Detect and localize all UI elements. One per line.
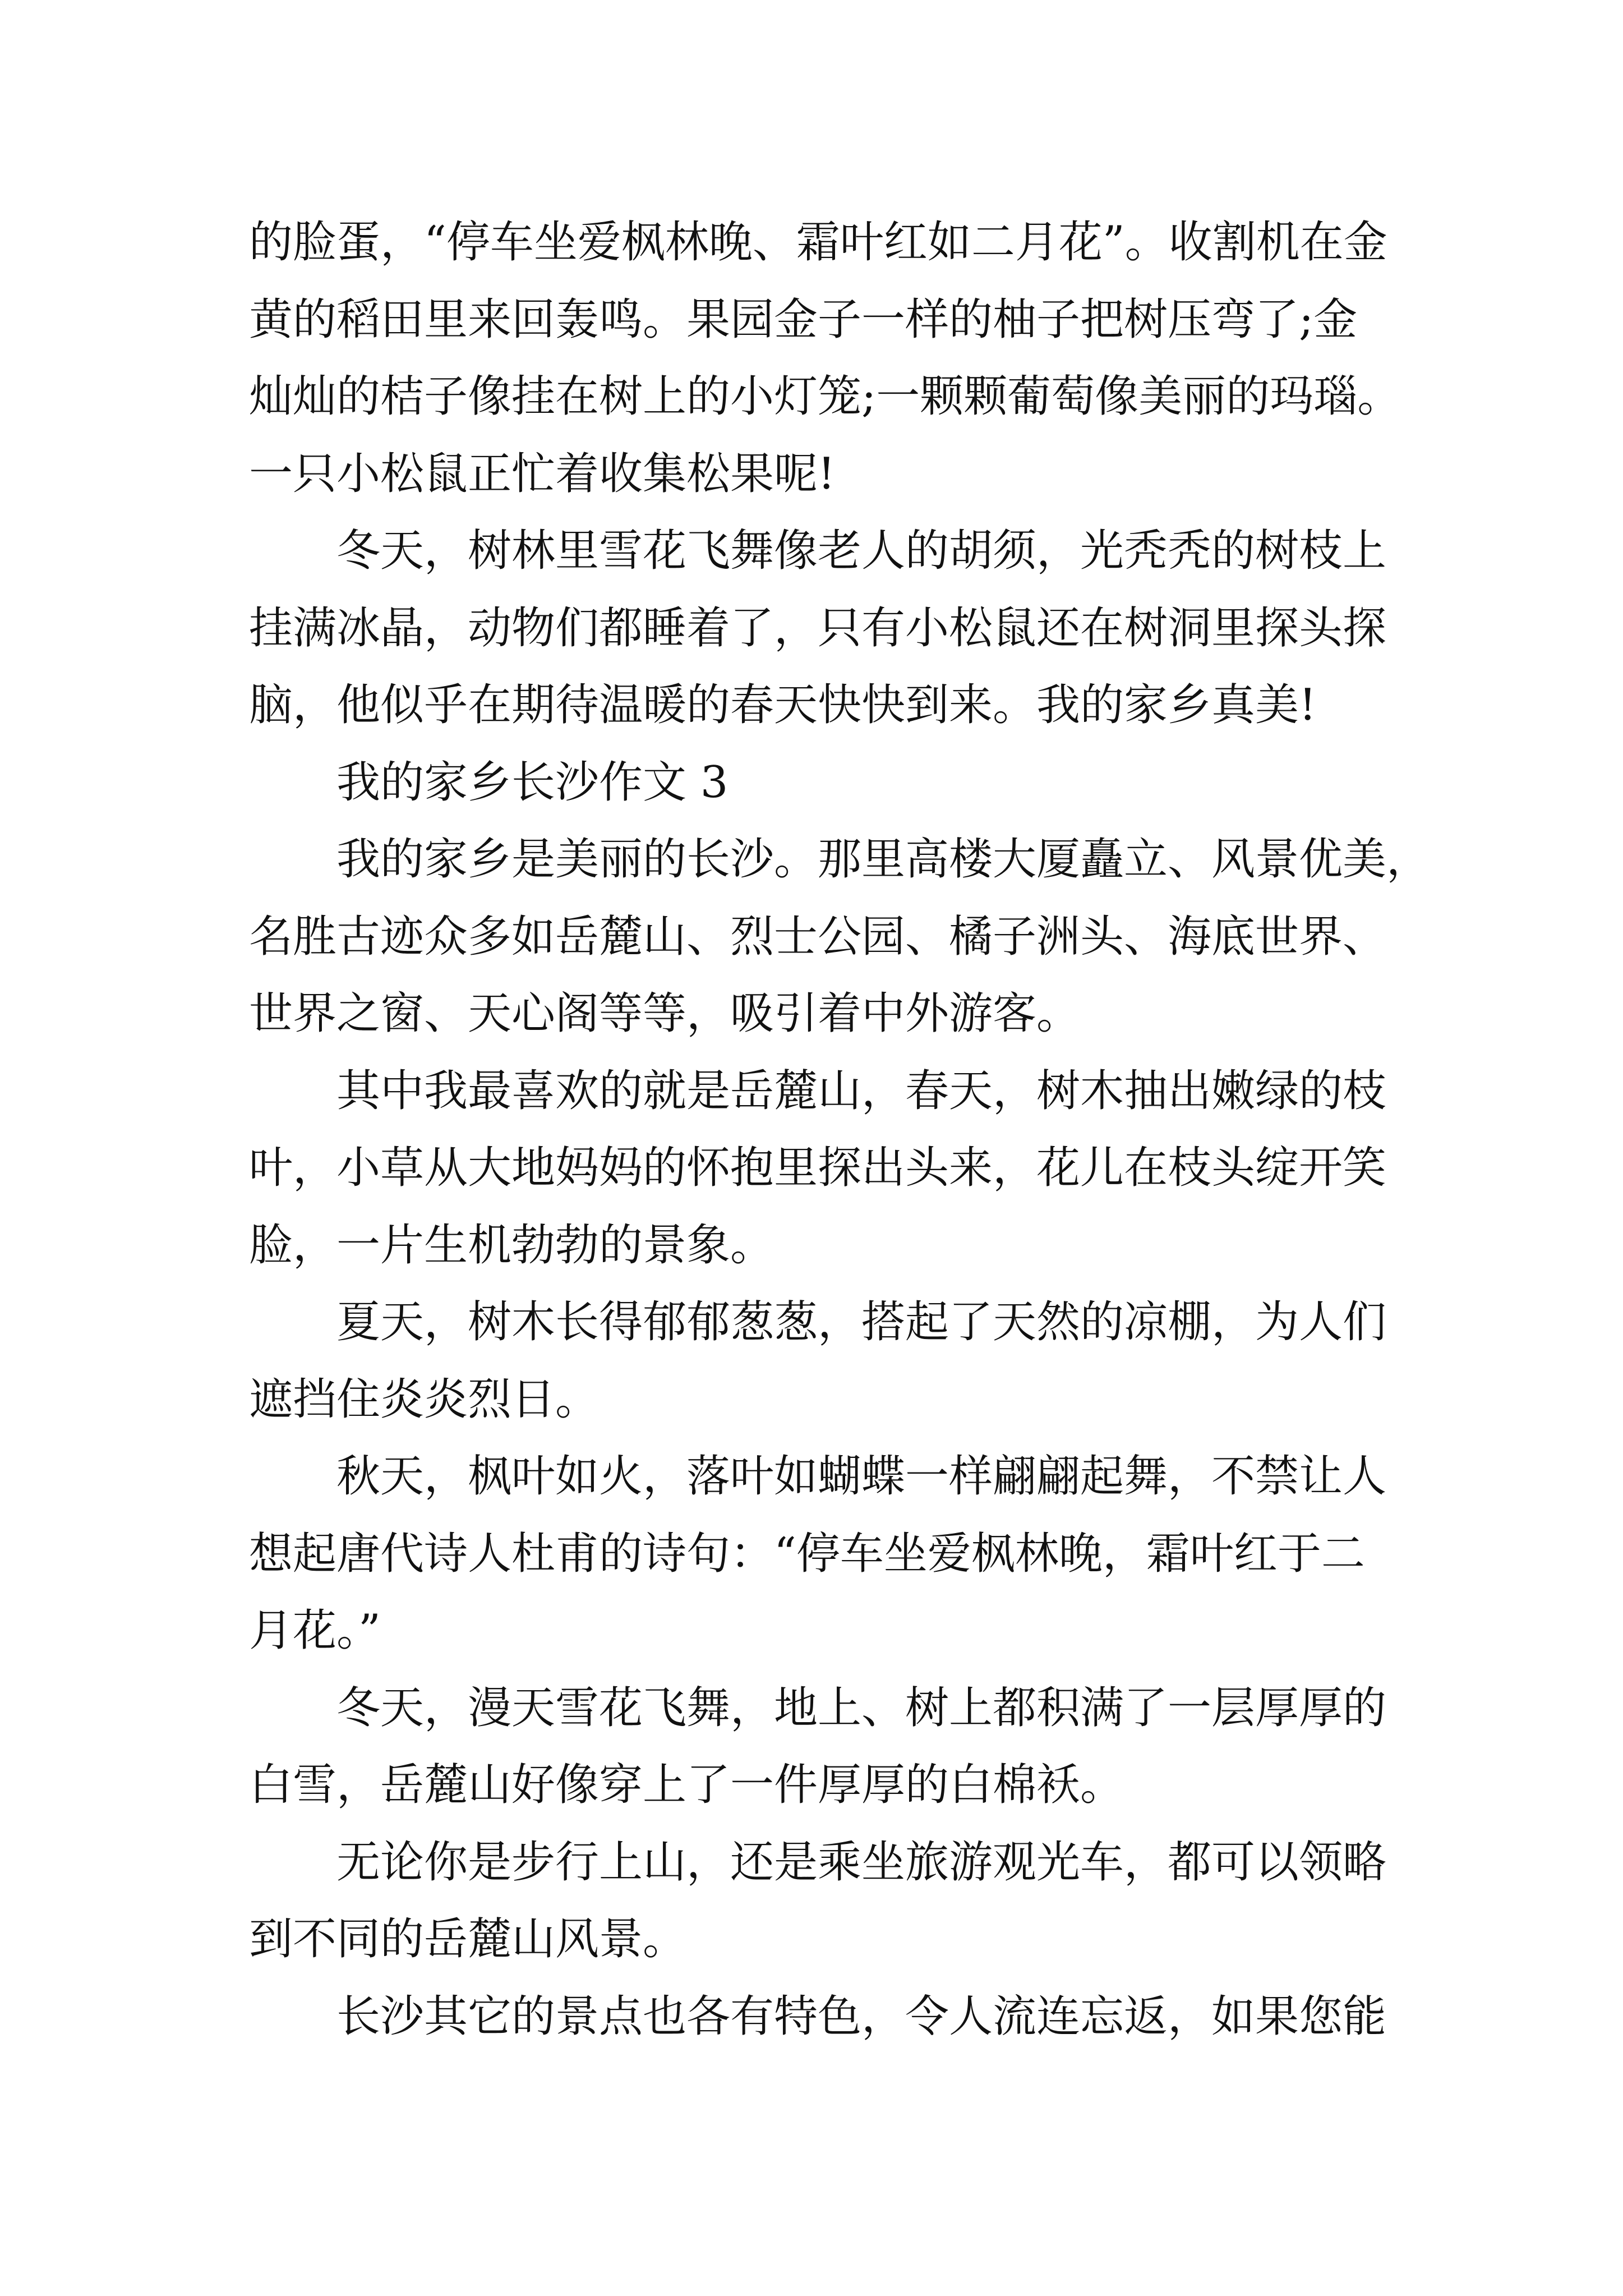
text-line: 长沙其它的景点也各有特色，令人流连忘返，如果您能: [336, 1991, 1387, 2042]
text-line: 冬天，树林里雪花飞舞像老人的胡须，光秃秃的树枝上: [336, 526, 1387, 576]
paragraph: [249, 1284, 1455, 1438]
text-line: 脸，一片生机勃勃的景象。: [249, 1220, 774, 1271]
document-body: [249, 204, 1455, 2055]
text-line: 灿灿的桔子像挂在树上的小灯笼;一颗颗葡萄像美丽的玛瑙。: [249, 371, 1401, 422]
paragraph: [249, 1053, 1455, 1285]
section-heading-text: 我的家乡长沙作文 3: [336, 757, 728, 808]
paragraph: [249, 1670, 1455, 1824]
paragraph: [249, 1978, 1455, 2056]
text-line: 夏天，树木长得郁郁葱葱，搭起了天然的凉棚，为人们: [336, 1297, 1387, 1347]
text-line: 想起唐代诗人杜甫的诗句：“停车坐爱枫林晚，霜叶红于二: [249, 1528, 1365, 1579]
text-line: 黄的稻田里来回轰鸣。果园金子一样的柚子把树压弯了;金: [249, 294, 1358, 345]
text-line: 的脸蛋，“停车坐爱枫林晚、霜叶红如二月花”。收割机在金: [249, 217, 1387, 268]
text-line: 脑，他似乎在期待温暖的春天快快到来。我的家乡真美!: [249, 680, 1317, 730]
text-line: 白雪，岳麓山好像穿上了一件厚厚的白棉袄。: [249, 1760, 1124, 1810]
text-line: 其中我最喜欢的就是岳麓山，春天，树木抽出嫩绿的枝: [336, 1065, 1387, 1116]
text-line: 无论你是步行上山，还是乘坐旅游观光车，都可以领略: [336, 1837, 1387, 1888]
text-line: 我的家乡是美丽的长沙。那里高楼大厦矗立、风景优美，: [336, 834, 1431, 885]
text-line: 秋天，枫叶如火，落叶如蝴蝶一样翩翩起舞，不禁让人: [336, 1451, 1387, 1502]
paragraph: [249, 1438, 1455, 1670]
text-line: 世界之窗、天心阁等等，吸引着中外游客。: [249, 988, 1081, 1039]
paragraph: [249, 1824, 1455, 1978]
text-line: 冬天，漫天雪花飞舞，地上、树上都积满了一层厚厚的: [336, 1682, 1387, 1733]
text-line: 遮挡住炎炎烈日。: [249, 1374, 600, 1425]
paragraph: [249, 204, 1455, 513]
text-line: 月花。”: [249, 1605, 381, 1656]
text-line: 到不同的岳麓山风景。: [249, 1914, 687, 1964]
text-line: 一只小松鼠正忙着收集松果呢!: [249, 448, 836, 499]
text-line: 名胜古迹众多如岳麓山、烈士公园、橘子洲头、海底世界、: [249, 911, 1387, 962]
paragraph: [249, 513, 1455, 744]
paragraph: [249, 821, 1455, 1053]
section-heading: [249, 744, 1455, 822]
text-line: 挂满冰晶，动物们都睡着了，只有小松鼠还在树洞里探头探: [249, 602, 1387, 654]
text-line: 叶，小草从大地妈妈的怀抱里探出头来，花儿在枝头绽开笑: [249, 1143, 1387, 1193]
